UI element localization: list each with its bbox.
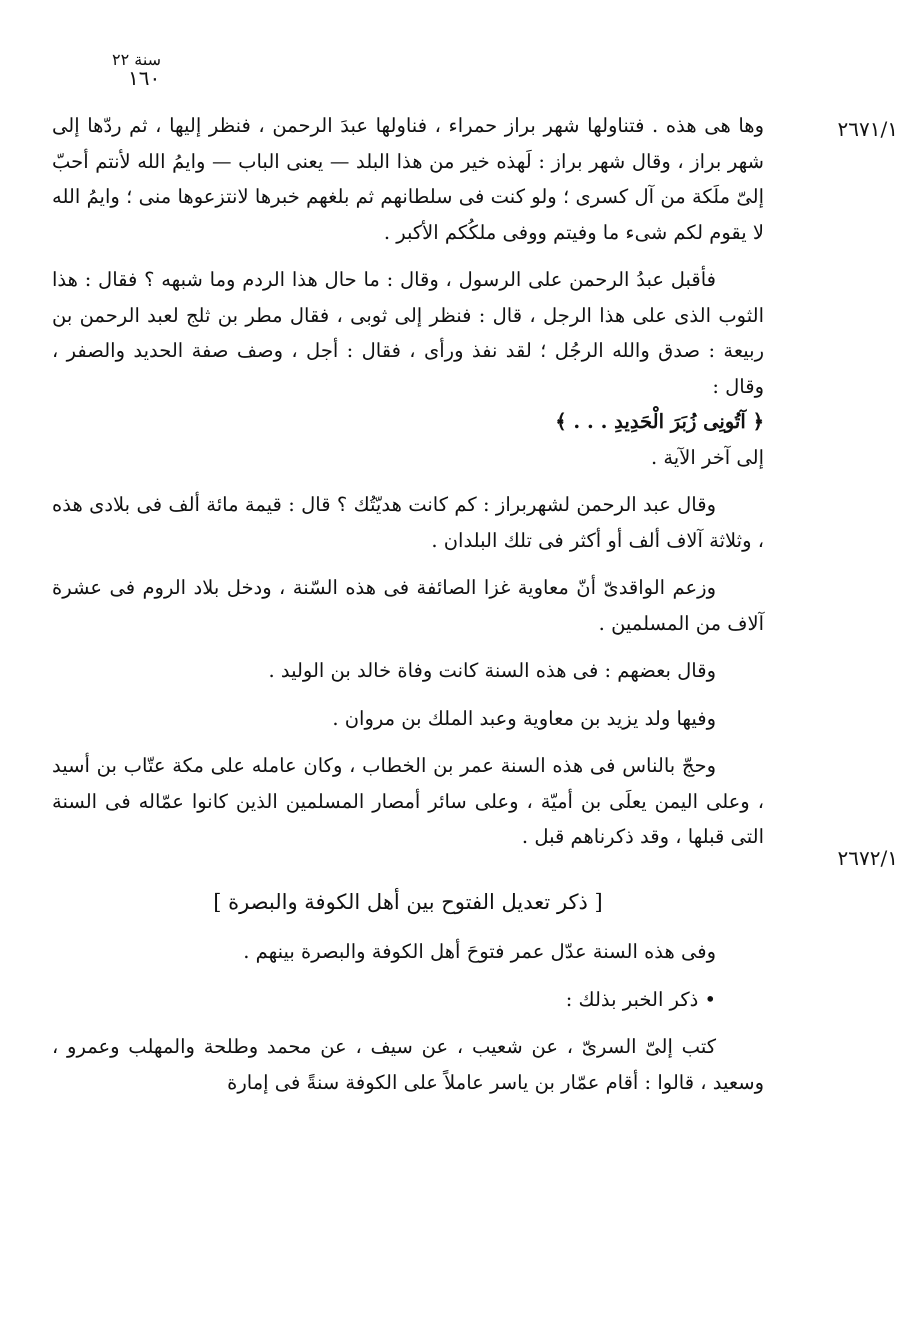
margin-reference-2: ٢٦٧٢/١ (837, 846, 898, 870)
paragraph: وها هى هذه . فتناولها شهر براز حمراء ، فناولها عبدَ الرحمن ، فنظر إليها ، ثم ردّها إلى شهر براز ، وقال شهر براز : لَهذه خير من هذا البلد — يعنى الباب — وايمُ الله لأنتم أحبّ إلىّ ملَكة من آل كسرى ؛ ولو كنت فى سلطانهم ثم بلغهم خبرها لانتزعوها منى ؛ وايمُ الله لا يقوم لكم شىء ما وفيتم ووفى ملكُكم الأكبر . (52, 114, 764, 244)
paragraph: وفى هذه السنة عدّل عمر فتوحَ أهل الكوفة والبصرة بينهم . (243, 940, 716, 963)
paragraph: إلى آخر الآية . (650, 445, 764, 469)
section-heading: [ ذكر تعديل الفتوح بين أهل الكوفة والبصرة ] (213, 889, 603, 914)
margin-reference-1: ٢٦٧١/١ (837, 117, 898, 141)
paragraph: • ذكر الخبر بذلك : (565, 987, 716, 1011)
paragraph: وزعم الواقدىّ أنّ معاوية غزا الصائفة فى هذه السّنة ، ودخل بلاد الروم فى عشرة آلاف من المسلمين . (52, 576, 764, 635)
paragraph: وحجّ بالناس فى هذه السنة عمر بن الخطاب ، وكان عامله على مكة عتّاب بن أسيد ، وعلى اليمن يعلَى بن أميّة ، وعلى سائر أمصار المسلمين الذين كانوا عمّاله فى السنة التى قبلها ، وقد ذكرناهم قبل . (52, 754, 764, 848)
paragraph: وفيها ولد يزيد بن معاوية وعبد الملك بن مروان . (332, 706, 716, 730)
page-number: ١٦٠ (128, 66, 161, 90)
paragraph: فأقبل عبدُ الرحمن على الرسول ، وقال : ما حال هذا الردم وما شبهه ؟ فقال : هذا الثوب الذى على هذا الرجل ، قال : فنظر إلى ثوبى ، فقال مطر بن ثلج لعبد الرحمن بن ربيعة : صدق والله الرجُل ؛ لقد نفذ ورأى ، فقال : أجل ، وصف صفة الحديد والصفر ، وقال : (52, 268, 764, 398)
paragraph: وقال عبد الرحمن لشهربراز : كم كانت هديّتُك ؟ قال : قيمة مائة ألف فى بلادى هذه ، وثلاثة آلاف ألف أو أكثر فى تلك البلدان . (52, 493, 764, 552)
quran-quote: ﴿ آتُونِى زُبَرَ الْحَدِيدِ . . . ﴾ (555, 410, 764, 433)
paragraph: وقال بعضهم : فى هذه السنة كانت وفاة خالد بن الوليد . (268, 659, 716, 682)
page-body-text (52, 108, 764, 1112)
running-header-year: سنة ٢٢ (112, 50, 162, 69)
paragraph: كتب إلىّ السرىّ ، عن شعيب ، عن سيف ، عن محمد وطلحة والمهلب وعمرو ، وسعيد ، قالوا : أقام عمّار بن ياسر عاملاً على الكوفة سنةً فى إمارة (52, 1035, 764, 1094)
